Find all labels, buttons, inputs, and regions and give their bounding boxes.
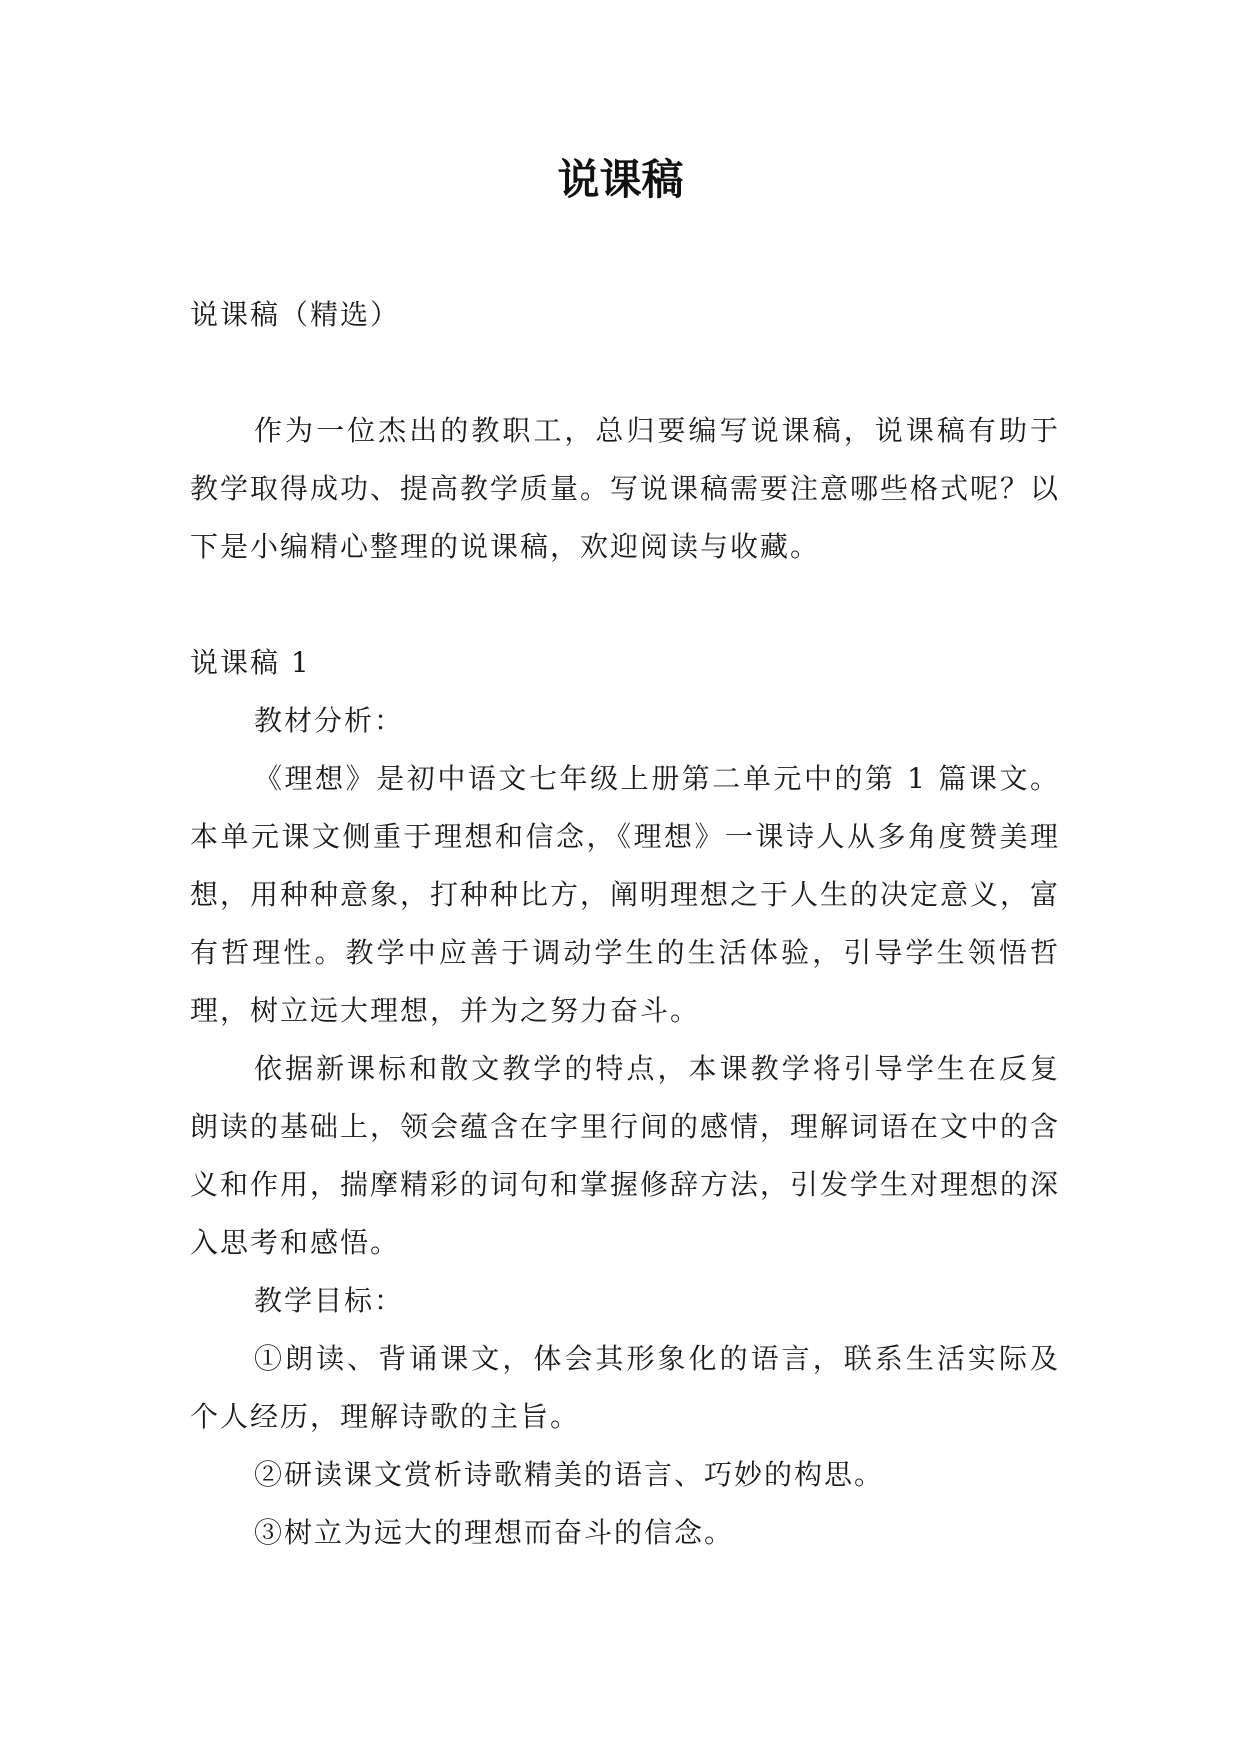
analysis-paragraph-1: 《理想》是初中语文七年级上册第二单元中的第 1 篇课文。本单元课文侧重于理想和信念，《理想》一课诗人从多角度赞美理想，用种种意象，打种种比方，阐明理想之于人生的决定意义，富有哲理性。教学中应善于调动学生的生活体验，引导学生领悟哲理，树立远大理想，并为之努力奋斗。 bbox=[190, 762, 1061, 1027]
document-title: 说课稿 bbox=[557, 155, 684, 204]
goal-item-3: ③树立为远大的理想而奋斗的信念。 bbox=[254, 1516, 735, 1549]
intro-paragraph: 作为一位杰出的教职工，总归要编写说课稿，说课稿有助于教学取得成功、提高教学质量。写说课稿需要注意哪些格式呢？以下是小编精心整理的说课稿，欢迎阅读与收藏。 bbox=[190, 414, 1061, 563]
goals-label: 教学目标： bbox=[254, 1284, 405, 1317]
section-heading: 说课稿 1 bbox=[190, 646, 311, 679]
analysis-paragraph-2: 依据新课标和散文教学的特点，本课教学将引导学生在反复朗读的基础上，领会蕴含在字里行间的感情，理解词语在文中的含义和作用，揣摩精彩的词句和掌握修辞方法，引发学生对理想的深入思考和感悟。 bbox=[190, 1052, 1061, 1259]
document-body bbox=[190, 286, 1060, 1562]
subtitle: 说课稿（精选） bbox=[190, 298, 401, 331]
goal-item-2: ②研读课文赏析诗歌精美的语言、巧妙的构思。 bbox=[254, 1458, 885, 1491]
analysis-label: 教材分析： bbox=[254, 704, 405, 737]
goal-item-1: ①朗读、背诵课文，体会其形象化的语言，联系生活实际及个人经历，理解诗歌的主旨。 bbox=[190, 1342, 1060, 1433]
